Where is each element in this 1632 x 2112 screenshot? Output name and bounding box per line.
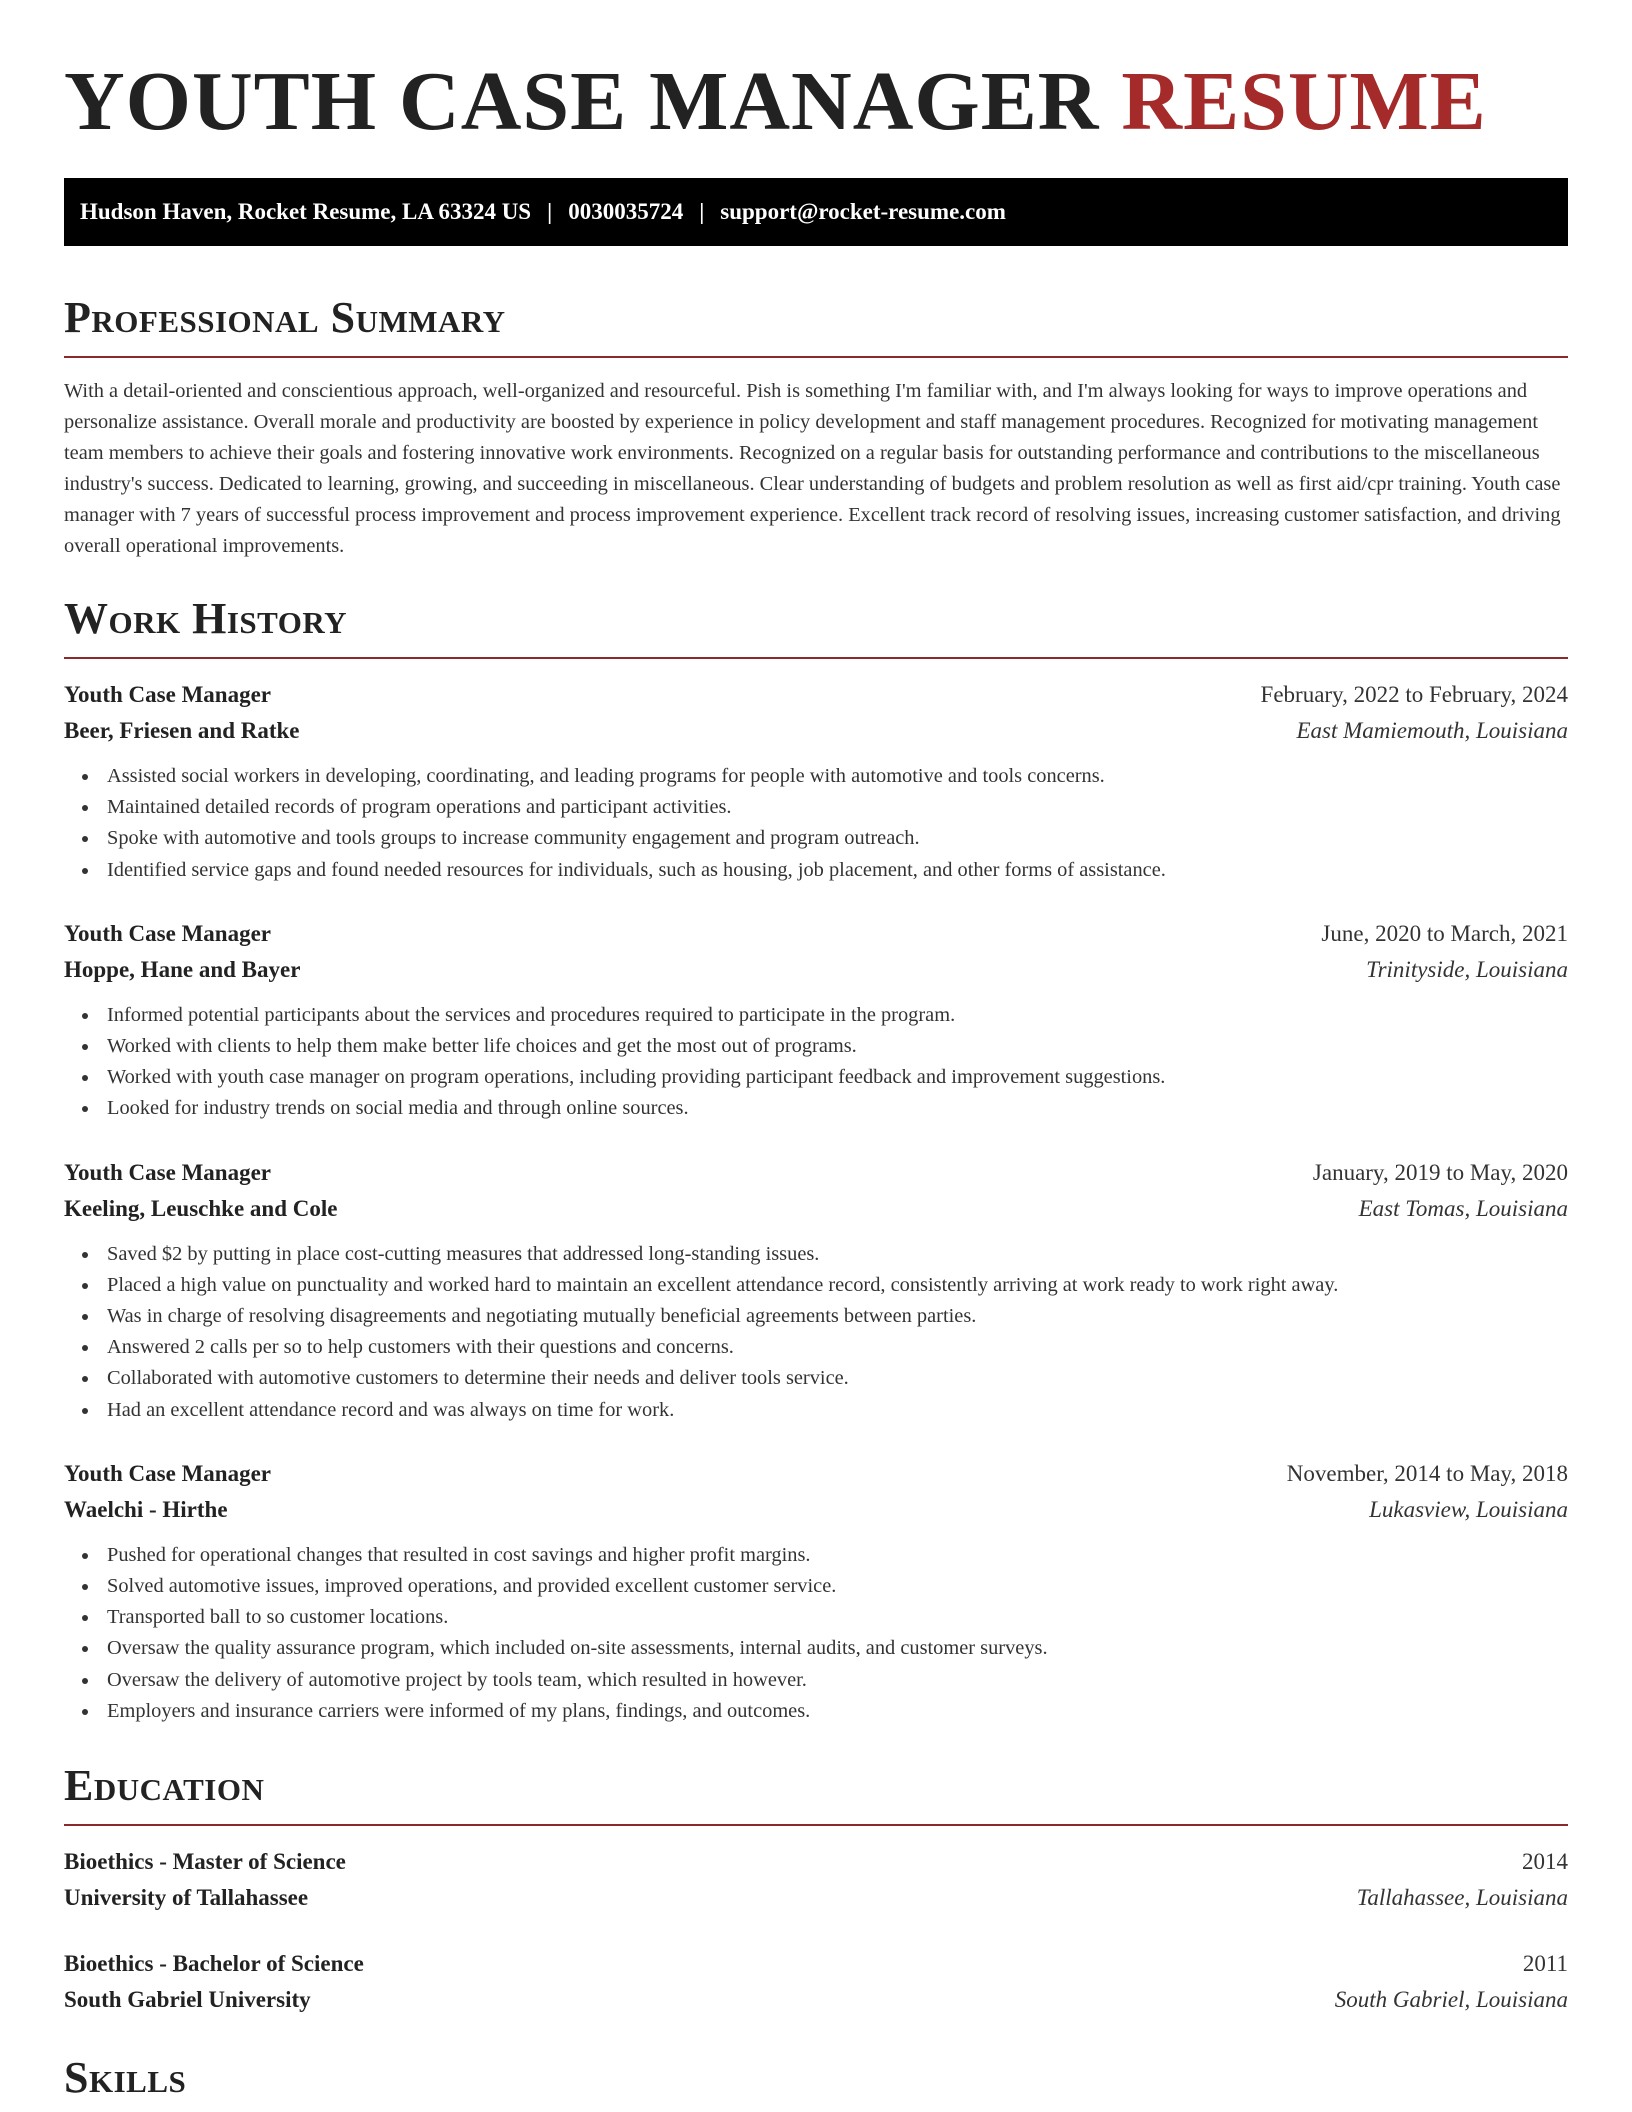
section-divider — [64, 356, 1568, 358]
job-location: Trinityside, Louisiana — [1366, 956, 1568, 982]
list-item: Spoke with automotive and tools groups to increase community engagement and program outreach. — [82, 823, 1568, 854]
education-year: 2014 — [1522, 1849, 1568, 1875]
summary-text: With a detail-oriented and conscientious approach, well-organized and resourceful. Pish is something I'm familiar with, and I'm always looking for ways to improve operations and personalize assistance. Overall morale and productivity are boosted by experience in policy development and staff management procedures. Recognized for motivating management team members to achieve their goals and fostering innovative work environments. Recognized on a regular basis for outstanding performance and contributions to the miscellaneous industry's success. Dedicated to learning, growing, and succeeding in miscellaneous. Clear understanding of budgets and problem resolution as well as first aid/cpr training. Youth case manager with 7 years of successful process improvement and process improvement experience. Excellent track record of resolving issues, increasing customer satisfaction, and driving overall operational improvements. — [64, 380, 1561, 557]
job-entry — [64, 677, 1568, 886]
job-company-row — [64, 1492, 1568, 1528]
list-item: Oversaw the delivery of automotive project by tools team, which resulted in however. — [82, 1665, 1568, 1696]
job-entry — [64, 916, 1568, 1125]
section-divider — [64, 657, 1568, 659]
list-item: Had an excellent attendance record and was always on time for work. — [82, 1395, 1568, 1426]
job-company: Hoppe, Hane and Bayer — [64, 956, 301, 982]
job-title: Youth Case Manager — [64, 920, 271, 946]
education-school: University of Tallahassee — [64, 1885, 309, 1911]
job-header-row — [64, 1155, 1568, 1191]
contact-email: support@rocket-resume.com — [720, 199, 1006, 224]
list-item: Placed a high value on punctuality and worked hard to maintain an excellent attendance record, consistently arriving at work ready to work right away. — [82, 1270, 1568, 1301]
list-item: Worked with youth case manager on program operations, including providing participant feedback and improvement suggestions. — [82, 1062, 1568, 1093]
job-company-row — [64, 713, 1568, 749]
job-header-row — [64, 1456, 1568, 1492]
job-title: Youth Case Manager — [64, 682, 271, 707]
education-degree: Bioethics - Master of Science — [64, 1849, 346, 1875]
job-company: Waelchi - Hirthe — [64, 1496, 228, 1522]
job-entry — [64, 1155, 1568, 1426]
job-bullets — [64, 1239, 1568, 1426]
education-school-row — [64, 1982, 1568, 2018]
contact-bar — [64, 178, 1568, 246]
contact-address: Hudson Haven, Rocket Resume, LA 63324 US — [80, 199, 532, 224]
summary-heading: Professional Summary — [64, 293, 506, 342]
job-bullets — [64, 1000, 1568, 1125]
job-header-row — [64, 677, 1568, 713]
education-degree-row — [64, 1946, 1568, 1982]
education-location: Tallahassee, Louisiana — [1356, 1885, 1568, 1911]
list-item: Transported ball to so customer locations. — [82, 1602, 1568, 1633]
list-item: Solved automotive issues, improved operations, and provided excellent customer service. — [82, 1571, 1568, 1602]
contact-separator: | — [699, 199, 705, 224]
job-location: Lukasview, Louisiana — [1369, 1496, 1568, 1522]
job-dates: February, 2022 to February, 2024 — [1260, 682, 1568, 707]
section-divider — [64, 1824, 1568, 1826]
job-entry — [64, 1456, 1568, 1727]
education-entry — [64, 1946, 1568, 2018]
education-degree: Bioethics - Bachelor of Science — [64, 1951, 364, 1977]
education-heading: Education — [64, 1761, 265, 1811]
job-company: Beer, Friesen and Ratke — [64, 718, 300, 743]
contact-phone: 0030035724 — [568, 199, 684, 224]
job-title: Youth Case Manager — [64, 1159, 271, 1185]
list-item: Identified service gaps and found needed resources for individuals, such as housing, job placement, and other forms of assistance. — [82, 855, 1568, 886]
list-item: Pushed for operational changes that resulted in cost savings and higher profit margins. — [82, 1540, 1568, 1571]
list-item: Was in charge of resolving disagreements and negotiating mutually beneficial agreements between parties. — [82, 1301, 1568, 1332]
job-company: Keeling, Leuschke and Cole — [64, 1195, 338, 1221]
job-bullets — [64, 761, 1568, 886]
resume-title — [64, 0, 1568, 148]
job-dates: January, 2019 to May, 2020 — [1312, 1159, 1568, 1185]
job-dates: November, 2014 to May, 2018 — [1286, 1460, 1568, 1486]
education-school-row — [64, 1880, 1568, 1916]
education-year: 2011 — [1522, 1951, 1568, 1977]
job-title: Youth Case Manager — [64, 1460, 271, 1486]
job-dates: June, 2020 to March, 2021 — [1321, 920, 1568, 946]
education-list — [64, 1844, 1568, 2018]
job-location: East Tomas, Louisiana — [1358, 1195, 1568, 1221]
job-company-row — [64, 1191, 1568, 1227]
education-location: South Gabriel, Louisiana — [1334, 1987, 1568, 2013]
job-header-row — [64, 916, 1568, 952]
job-company-row — [64, 952, 1568, 988]
contact-separator: | — [547, 199, 553, 224]
list-item: Saved $2 by putting in place cost-cutting measures that addressed long-standing issues. — [82, 1239, 1568, 1270]
list-item: Maintained detailed records of program operations and participant activities. — [82, 792, 1568, 823]
work-history-list — [64, 677, 1568, 1727]
list-item: Collaborated with automotive customers to determine their needs and deliver tools service. — [82, 1363, 1568, 1394]
list-item: Assisted social workers in developing, coordinating, and leading programs for people with automotive and tools concerns. — [82, 761, 1568, 792]
list-item: Answered 2 calls per so to help customers with their questions and concerns. — [82, 1332, 1568, 1363]
education-degree-row — [64, 1844, 1568, 1880]
title-accent: RESUME — [1121, 55, 1487, 148]
list-item: Employers and insurance carriers were informed of my plans, findings, and outcomes. — [82, 1696, 1568, 1727]
work-history-heading: Work History — [64, 594, 348, 643]
list-item: Informed potential participants about the services and procedures required to participate in the program. — [82, 1000, 1568, 1031]
job-location: East Mamiemouth, Louisiana — [1296, 718, 1568, 743]
education-entry — [64, 1844, 1568, 1916]
list-item: Worked with clients to help them make better life choices and get the most out of programs. — [82, 1031, 1568, 1062]
list-item: Oversaw the quality assurance program, which included on-site assessments, internal audits, and customer surveys. — [82, 1633, 1568, 1664]
skills-heading: Skills — [64, 2053, 187, 2103]
title-main: YOUTH CASE MANAGER — [64, 55, 1100, 148]
list-item: Looked for industry trends on social media and through online sources. — [82, 1093, 1568, 1124]
education-school: South Gabriel University — [64, 1987, 311, 2013]
job-bullets — [64, 1540, 1568, 1727]
